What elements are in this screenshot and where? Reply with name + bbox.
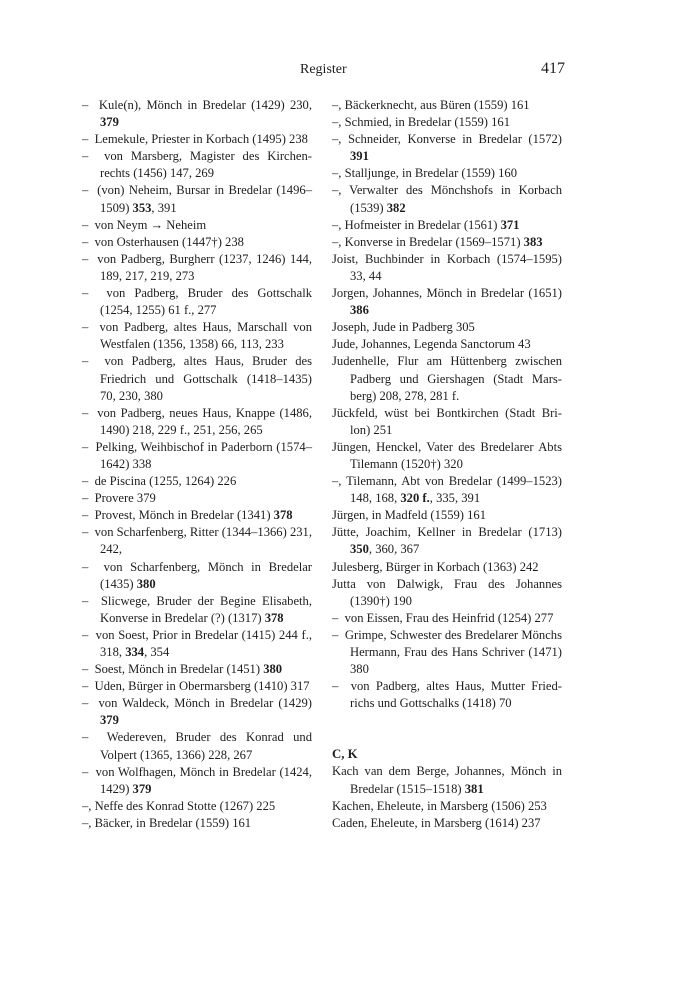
entry-text: –, Schmied, in Bredelar (1559) 161	[332, 115, 511, 130]
index-entry	[332, 217, 562, 234]
entry-page-bold: 379	[100, 713, 119, 728]
index-entry	[82, 353, 312, 404]
entry-text: Joist, Buchbinder in Korbach (1574–1595) 33, 44	[332, 251, 562, 283]
index-entry	[332, 473, 562, 507]
index-entry	[332, 627, 562, 678]
entry-text: – von Eissen, Frau des Heinfrid (1254) 277	[332, 610, 554, 625]
entry-text: –, Tilemann, Abt von Bredelar (1499–1523) 148, 168,	[332, 474, 562, 506]
index-entry	[82, 182, 312, 216]
entry-page-bold: 320 f.	[400, 491, 430, 506]
index-entry	[332, 234, 562, 251]
index-entry	[82, 678, 312, 695]
entry-page-bold: 353	[132, 200, 152, 215]
entry-text: Caden, Eheleute, in Marsberg (1614) 237	[332, 815, 541, 830]
entry-text: –, Bäcker, in Bredelar (1559) 161	[82, 815, 252, 830]
index-entry	[332, 815, 562, 832]
entry-page-bold: 378	[273, 508, 293, 523]
entry-text: – von Wolfhagen, Mönch in Bredelar (1424, 1429)	[82, 764, 312, 796]
entry-text: Kach van dem Berge, Johannes, Mönch in Bredelar (1515–1518)	[332, 764, 562, 796]
entry-text: – Slicwege, Bruder der Begine Elisabeth, Konverse in Bredelar (?) (1317)	[82, 593, 312, 625]
index-entry	[332, 114, 562, 131]
index-entry	[82, 234, 312, 251]
index-entry	[82, 439, 312, 473]
index-entry	[82, 319, 312, 353]
index-entry	[332, 165, 562, 182]
entry-text-after: , 391	[151, 200, 177, 215]
entry-text: Judenhelle, Flur am Hüttenberg zwischen Padberg und Giershagen (Stadt Mars-berg) 208, 278, 281 f.	[332, 354, 562, 403]
entry-page-bold: 371	[500, 217, 520, 232]
index-entry	[82, 695, 312, 729]
entry-text: – von Soest, Prior in Bredelar (1415) 244 f., 318,	[82, 627, 312, 659]
entry-page-bold: 382	[386, 200, 406, 215]
index-entry	[332, 353, 562, 404]
index-entry	[82, 815, 312, 832]
entry-text: – Pelking, Weihbischof in Paderborn (1574–1642) 338	[82, 439, 312, 471]
entry-page-bold: 334	[125, 645, 145, 659]
entry-text: – von Scharfenberg, Mönch in Bredelar (1435)	[82, 559, 312, 591]
entry-page-bold: 391	[350, 149, 369, 164]
index-entry	[332, 763, 562, 797]
entry-text: –, Schneider, Konverse in Bredelar (1572)	[332, 132, 562, 147]
index-entry	[82, 593, 312, 627]
entry-text: –, Konverse in Bredelar (1569–1571)	[332, 234, 524, 249]
index-entry	[332, 131, 562, 165]
index-entry	[332, 610, 562, 627]
index-entry	[82, 627, 312, 661]
entry-page-bold: 383	[523, 234, 543, 249]
entry-text: – von Padberg, Burgherr (1237, 1246) 144, 189, 217, 219, 273	[82, 251, 312, 283]
running-head	[0, 62, 700, 82]
index-entries-right	[332, 97, 562, 712]
section-entries	[332, 763, 562, 831]
entry-text: – von Padberg, altes Haus, Mutter Fried-richs und Gottschalks (1418) 70	[332, 679, 562, 711]
entry-page-bold: 378	[264, 610, 284, 625]
entry-text: – Uden, Bürger in Obermarsberg (1410) 317	[82, 679, 310, 694]
index-entry	[82, 507, 312, 524]
entry-page-bold: 379	[132, 781, 152, 796]
entry-text: –, Bäckerknecht, aus Büren (1559) 161	[332, 98, 530, 112]
entry-text: – von Osterhausen (1447†) 238	[82, 234, 244, 249]
index-entry	[82, 524, 312, 558]
entry-text-after: , 335, 391	[429, 491, 481, 506]
section-heading: C, K	[332, 747, 358, 762]
index-column-left	[82, 97, 312, 832]
index-column-right	[332, 97, 562, 832]
entry-text: – de Piscina (1255, 1264) 226	[82, 474, 237, 489]
entry-text: – Wedereven, Bruder des Konrad und Volpert (1365, 1366) 228, 267	[82, 730, 312, 762]
entry-text: Jude, Johannes, Legenda Sanctorum 43	[332, 337, 531, 352]
entry-text: – von Padberg, altes Haus, Bruder des Friedrich und Gottschalk (1418–1435) 70, 230, 380	[82, 354, 312, 403]
index-entry	[332, 678, 562, 712]
index-entry	[332, 576, 562, 610]
entry-text-after: , 354	[144, 645, 170, 659]
entry-text: – von Marsberg, Magister des Kirchen-rechts (1456) 147, 269	[82, 149, 312, 181]
entry-page-bold: 386	[350, 303, 369, 318]
entry-text: – von Neym → Neheim	[82, 217, 207, 232]
index-entry	[82, 764, 312, 798]
entry-page-bold: 380	[136, 576, 156, 591]
entry-text: – von Padberg, neues Haus, Knappe (1486, 1490) 218, 229 f., 251, 256, 265	[82, 405, 312, 437]
entry-text: – Soest, Mönch in Bredelar (1451)	[82, 662, 264, 677]
entry-page-bold: 381	[464, 781, 484, 796]
entry-text: Kachen, Eheleute, in Marsberg (1506) 253	[332, 798, 547, 813]
entry-text: – von Waldeck, Mönch in Bredelar (1429)	[82, 696, 312, 711]
index-entry	[82, 131, 312, 148]
entry-page-bold: 380	[263, 662, 283, 677]
index-entry	[332, 507, 562, 524]
index-entry	[332, 798, 562, 815]
entry-text: – Grimpe, Schwester des Bredelarer Mönchs Hermann, Frau des Hans Schriver (1471) 380	[332, 627, 562, 677]
entry-text: Jürgen, in Madfeld (1559) 161	[332, 508, 487, 523]
index-entry	[82, 405, 312, 439]
entry-text: – von Padberg, altes Haus, Marschall von Westfalen (1356, 1358) 66, 113, 233	[82, 320, 312, 352]
entry-text: – Kule(n), Mönch in Bredelar (1429) 230,	[82, 98, 312, 112]
index-entry	[82, 251, 312, 285]
index-entry	[82, 798, 312, 815]
index-entry	[332, 336, 562, 353]
entry-text: – (von) Neheim, Bursar in Bredelar (1496–1509)	[82, 183, 312, 215]
entry-text: Jückfeld, wüst bei Bontkirchen (Stadt Bri-lon) 251	[332, 405, 562, 437]
index-entry	[332, 319, 562, 336]
entry-page-bold: 379	[100, 115, 119, 130]
index-entry	[82, 559, 312, 593]
entry-text: Julesberg, Bürger in Korbach (1363) 242	[332, 559, 539, 574]
index-entry	[82, 285, 312, 319]
index-entry	[332, 405, 562, 439]
page-number: 417	[541, 60, 565, 77]
entry-text: – von Padberg, Bruder des Gottschalk (1254, 1255) 61 f., 277	[82, 286, 312, 318]
entry-text: Jutta von Dalwigk, Frau des Johannes (1390†) 190	[332, 576, 562, 608]
index-entry	[332, 439, 562, 473]
index-entry	[332, 559, 562, 576]
index-entry	[332, 524, 562, 558]
entry-text: Jorgen, Johannes, Mönch in Bredelar (1651)	[332, 286, 562, 301]
entry-text: Jütte, Joachim, Kellner in Bredelar (1713)	[332, 525, 562, 540]
entry-text: –, Verwalter des Mönchshofs in Korbach (1539)	[332, 183, 562, 215]
entry-text: – Provest, Mönch in Bredelar (1341)	[82, 508, 274, 523]
running-title: Register	[300, 62, 347, 77]
entry-text: Joseph, Jude in Padberg 305	[332, 320, 475, 335]
entry-text: – Lemekule, Priester in Korbach (1495) 238	[82, 132, 308, 147]
index-entry	[332, 97, 562, 114]
index-entry	[82, 729, 312, 763]
index-entry	[332, 285, 562, 319]
entry-text: Jüngen, Henckel, Vater des Bredelarer Abts Tilemann (1520†) 320	[332, 439, 562, 471]
index-entry	[82, 97, 312, 131]
index-entry	[82, 473, 312, 490]
entry-text-after: , 360, 367	[368, 542, 420, 557]
entry-page-bold: 350	[350, 542, 369, 557]
entry-text: – Provere 379	[82, 491, 156, 506]
entry-text: – von Scharfenberg, Ritter (1344–1366) 231, 242,	[82, 525, 312, 557]
index-entry	[332, 251, 562, 285]
index-entry	[82, 661, 312, 678]
index-entry	[82, 148, 312, 182]
entry-text: –, Neffe des Konrad Stotte (1267) 225	[82, 798, 276, 813]
index-entry	[82, 217, 312, 234]
entry-text: –, Hofmeister in Bredelar (1561)	[332, 217, 501, 232]
index-entry	[82, 490, 312, 507]
entry-text: –, Stalljunge, in Bredelar (1559) 160	[332, 166, 518, 181]
index-entry	[332, 182, 562, 216]
